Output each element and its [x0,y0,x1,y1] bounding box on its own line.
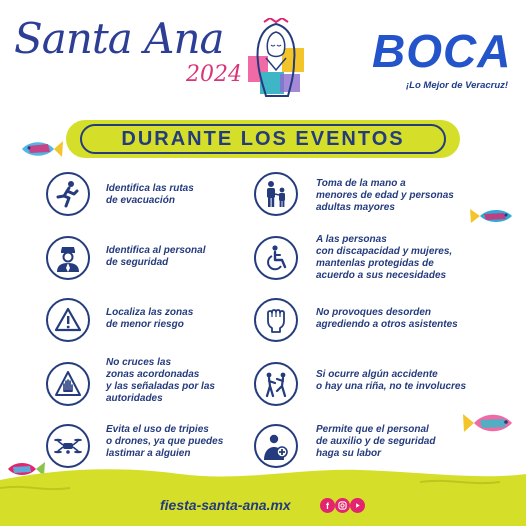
stop-hand-icon [46,362,90,406]
boca-tagline: ¡Lo Mejor de Veracruz! [406,80,509,91]
tip-dont-get-involved: Si ocurre algún accidente o hay una riña, no te involucres [316,369,467,392]
tip-let-staff-work: Permite que el personal de auxilio y de seguridad haga su labor [316,424,436,459]
youtube-icon[interactable] [350,498,365,513]
wheelchair-icon [254,236,298,280]
tip-no-disorder: No provoques desorden agrediendo a otros asistentes [316,307,458,330]
tip-evacuation-routes: Identifica las rutas de evacuación [106,183,194,206]
tip-no-tripods-drones: Evita el uso de tripies o drones, ya que puedes lastimar a alguien [106,424,224,459]
tip-identify-security: Identifica al personal de seguridad [106,245,206,268]
title-frame [80,124,446,154]
facebook-icon[interactable]: f [320,498,335,513]
brand-year: 2024 [186,62,242,87]
tip-cordoned-zones: No cruces las zonas acordonadas y las señaladas por las autoridades [106,357,215,404]
virgin-illustration-icon [244,18,308,102]
fight-icon [254,362,298,406]
adult-child-icon [254,172,298,216]
fish-decoration-icon [462,410,514,436]
brand-name: Santa Ana [14,14,224,63]
fist-icon [254,298,298,342]
security-guard-icon [46,236,90,280]
running-person-icon [46,172,90,216]
footer-url[interactable]: fiesta-santa-ana.mx [160,497,291,513]
boca-logo: BOCA [372,25,512,77]
footer-band [0,458,526,526]
tip-low-risk-zones: Localiza las zonas de menor riesgo [106,307,194,330]
fish-decoration-icon [468,206,514,226]
page-title: DURANTE LOS EVENTOS [121,127,405,150]
warning-triangle-icon [46,298,90,342]
tip-protect-vulnerable: A las personas con discapacidad y mujeres, mantenlas protegidas de acuerdo a sus necesidades [316,234,453,281]
instagram-icon[interactable] [335,498,350,513]
fish-decoration-icon [20,138,64,160]
tip-hold-hands: Toma de la mano a menores de edad y personas adultas mayores [316,178,454,213]
